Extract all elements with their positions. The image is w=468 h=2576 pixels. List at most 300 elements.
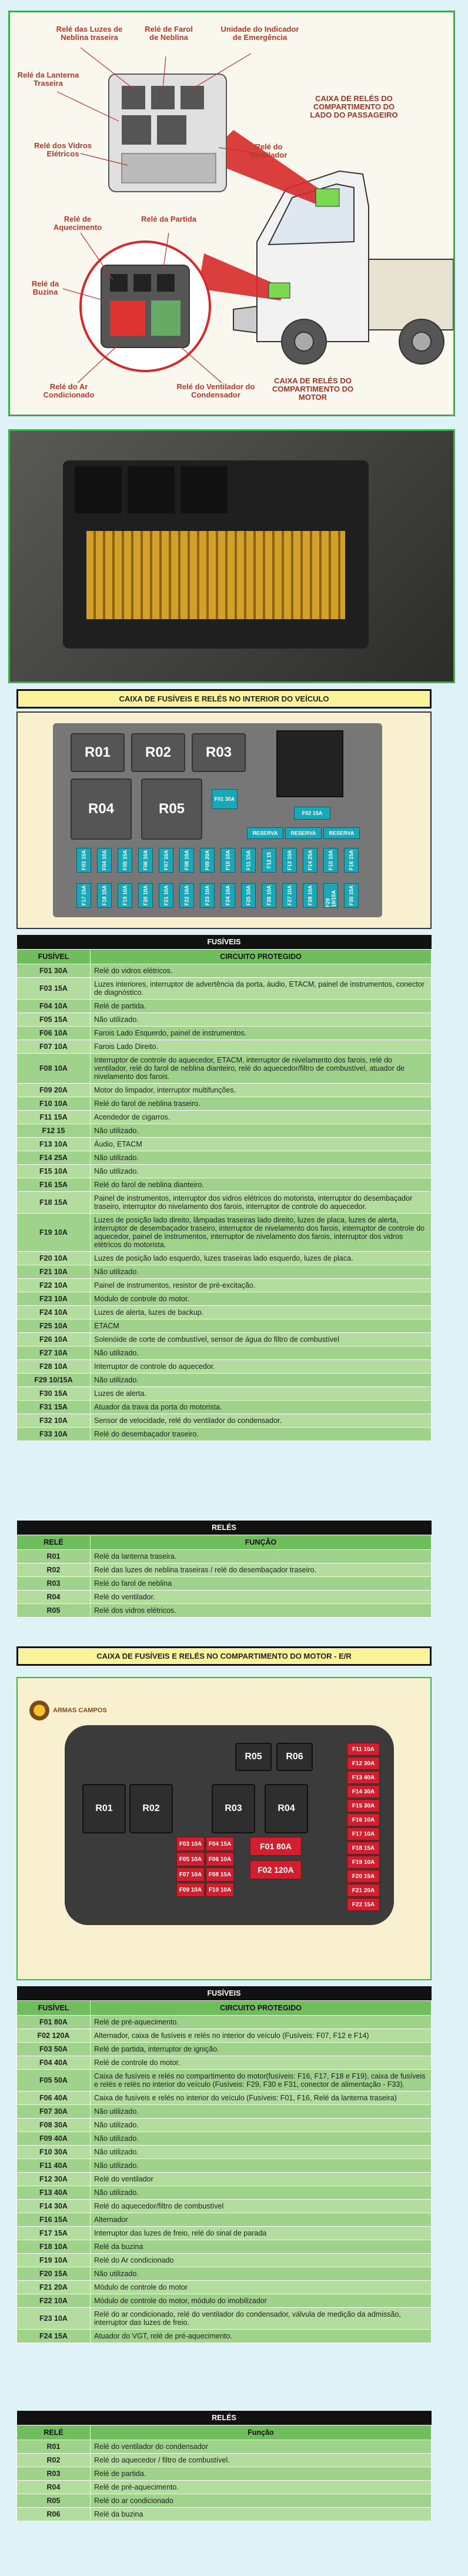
cabin-fuse-code: F20 10A bbox=[17, 1252, 91, 1265]
engine-fuse-code: F13 40A bbox=[17, 2186, 91, 2200]
cabin-mini-fuse: F16 15A bbox=[344, 848, 359, 873]
label-rele-lanterna: Relé da Lanterna Traseira bbox=[17, 71, 79, 88]
engine-fuse-code: F19 10A bbox=[17, 2254, 91, 2267]
cabin-fuse-code: F28 10A bbox=[17, 1360, 91, 1374]
engine-relay-description: Relé do ventilador do condensador bbox=[91, 2440, 432, 2454]
cabin-fuse-code: F30 15A bbox=[17, 1387, 91, 1401]
engine-fuse-row bbox=[17, 2159, 432, 2173]
cabin-relay-code: R05 bbox=[17, 1604, 91, 1618]
cabin-fuse-row bbox=[17, 1097, 432, 1111]
engine-relay-r03: R03 bbox=[212, 1784, 255, 1833]
cabin-mini-fuse: F10 10A bbox=[220, 848, 235, 873]
cabin-relay-description: Relé da lanterna traseira. bbox=[91, 1550, 432, 1563]
cabin-fuse-code: F12 15 bbox=[17, 1124, 91, 1138]
cabin-fuse-description: Não utilizado. bbox=[91, 1013, 432, 1027]
engine-relay-row bbox=[17, 2481, 432, 2494]
engine-fuse-code: F20 15A bbox=[17, 2267, 91, 2281]
engine-relay-code: R04 bbox=[17, 2481, 91, 2494]
cabin-mini-fuse: F04 10A bbox=[97, 848, 112, 873]
engine-fuse-description: Não utilizado. bbox=[91, 2105, 432, 2119]
cabin-fuse-description: Interruptor de controle do aquecedor, ETACM, interruptor de nivelamento dos farois, relé do ventilador, relé do farol de neblina dianteiro, relé do aquecedor/filtro de combustível, atuador de nivelamento dos farois. bbox=[91, 1054, 432, 1084]
cabin-mini-fuse: F26 10A bbox=[262, 883, 276, 908]
cabin-fuse-row bbox=[17, 1214, 432, 1252]
cabin-fuse-code: F16 15A bbox=[17, 1178, 91, 1192]
engine-fuse-row bbox=[17, 2016, 432, 2029]
cabin-fuse-description: Módulo de controle do motor. bbox=[91, 1292, 432, 1306]
cabin-fuse-code: F29 10/15A bbox=[17, 1374, 91, 1387]
cabin-mini-fuse: F08 10A bbox=[179, 848, 194, 873]
label-caixa-passageiro: CAIXA DE RELÉS DO COMPARTIMENTO DO LADO DO PASSAGEIRO bbox=[310, 94, 398, 119]
cabin-fuse-code: F24 10A bbox=[17, 1306, 91, 1319]
cabin-fuse-description: Áudio, ETACM bbox=[91, 1138, 432, 1151]
cabin-fuse-code: F07 10A bbox=[17, 1040, 91, 1054]
cabin-etacm-module bbox=[276, 730, 343, 797]
engine-fuse-description: Não utilizado. bbox=[91, 2186, 432, 2200]
engine-fuses-table bbox=[16, 1986, 432, 2343]
engine-left-fuse: F03 10A bbox=[176, 1837, 205, 1851]
cabin-mini-fuse: F03 15A bbox=[76, 848, 91, 873]
engine-right-fuse: F22 15A bbox=[347, 1898, 380, 1911]
cabin-fuse-row bbox=[17, 1178, 432, 1192]
engine-fuse-code: F21 20A bbox=[17, 2281, 91, 2294]
engine-fuse-row bbox=[17, 2070, 432, 2091]
engine-fuse-code: F24 15A bbox=[17, 2330, 91, 2343]
cabin-fuse-row bbox=[17, 1292, 432, 1306]
cabin-fuse-description: Relé do desembaçador traseiro. bbox=[91, 1428, 432, 1441]
cabin-fuse-code: F33 10A bbox=[17, 1428, 91, 1441]
engine-left-fuse: F05 10A bbox=[176, 1852, 205, 1866]
cabin-fuse-code: F01 30A bbox=[17, 964, 91, 978]
vehicle-diagram-panel bbox=[8, 11, 455, 416]
cabin-fuse-description: Não utilizado. bbox=[91, 1374, 432, 1387]
cabin-relays-heading: RELÉS bbox=[17, 1521, 432, 1535]
cabin-relays-table bbox=[16, 1521, 432, 1618]
cabin-fuse-row bbox=[17, 1265, 432, 1279]
cabin-fuse-description: Não utilizado. bbox=[91, 1265, 432, 1279]
label-caixa-motor: CAIXA DE RELÉS DO COMPARTIMENTO DO MOTOR bbox=[272, 376, 354, 402]
cabin-relay-code: R03 bbox=[17, 1577, 91, 1591]
fusebox-photo-panel bbox=[8, 429, 455, 683]
engine-fuse-row bbox=[17, 2119, 432, 2132]
cabin-fuse-row bbox=[17, 1347, 432, 1360]
cabin-fuse-row bbox=[17, 1319, 432, 1333]
cabin-fuse-description: Luzes interiores, interruptor de advertência da porta, áudio, ETACM, painel de instrumentos, conector de diagnóstico. bbox=[91, 978, 432, 1000]
cabin-fuses-table bbox=[16, 935, 432, 1441]
cabin-fuse-description: Acendedor de cigarros. bbox=[91, 1111, 432, 1124]
cabin-fuse-description: Luzes de posição lado esquerdo, luzes traseiras lado esquerdo, luzes de placa. bbox=[91, 1252, 432, 1265]
cabin-mini-fuse: F21 10A bbox=[159, 883, 173, 908]
cabin-fuse-row bbox=[17, 1333, 432, 1347]
engine-section-title: CAIXA DE FUSÍVEIS E RELÉS NO COMPARTIMENTO DO MOTOR - E/R bbox=[16, 1646, 432, 1666]
engine-fuse-description: Não utilizado. bbox=[91, 2159, 432, 2173]
engine-fuse-code: F09 40A bbox=[17, 2132, 91, 2146]
engine-left-fuse: F08 15A bbox=[206, 1867, 234, 1882]
cabin-fuse-row bbox=[17, 1054, 432, 1084]
cabin-fuse-row bbox=[17, 1387, 432, 1401]
cabin-fuse-description: Não utilizado. bbox=[91, 1151, 432, 1165]
engine-fuse-row bbox=[17, 2200, 432, 2213]
cabin-fuse-code: F15 10A bbox=[17, 1165, 91, 1178]
cabin-fuse-description: Luzes de alerta. bbox=[91, 1387, 432, 1401]
cabin-relay-description: Relé dos vidros elétricos. bbox=[91, 1604, 432, 1618]
engine-fuse-description: Relé de partida, interruptor de ignição. bbox=[91, 2043, 432, 2056]
cabin-mini-fuse: F15 10A bbox=[323, 848, 338, 873]
engine-relay-r06: R06 bbox=[276, 1743, 313, 1771]
cabin-col-circuito: CIRCUITO PROTEGIDO bbox=[91, 950, 432, 964]
engine-relay-description: Relé de partida. bbox=[91, 2467, 432, 2481]
engine-fuse-description: Relé do Ar condicionado bbox=[91, 2254, 432, 2267]
cabin-relay-code: R01 bbox=[17, 1550, 91, 1563]
cabin-fusebox-diagram bbox=[16, 711, 432, 929]
engine-fuse-description: Relé do aquecedor/filtro de combustível bbox=[91, 2200, 432, 2213]
engine-fuse-code: F08 30A bbox=[17, 2119, 91, 2132]
engine-fuse-code: F22 10A bbox=[17, 2294, 91, 2308]
cabin-mini-fuse: F25 10A bbox=[241, 883, 256, 908]
engine-fuse-description: Alternador, caixa de fusíveis e relés no interior do veículo (Fusíveis: F07, F12 e F14) bbox=[91, 2029, 432, 2043]
engine-fuse-description: Relé do ventilador bbox=[91, 2173, 432, 2186]
cabin-fuse-code: F04 10A bbox=[17, 1000, 91, 1013]
cabin-fuse-f01: F01 30A bbox=[212, 789, 238, 809]
cabin-fuse-row bbox=[17, 1040, 432, 1054]
cabin-fuse-description: Farois Lado Direito. bbox=[91, 1040, 432, 1054]
engine-fuse-description: Atuador do VGT, relé de pré-aquecimento. bbox=[91, 2330, 432, 2343]
engine-fuse-f01: F01 80A bbox=[250, 1837, 302, 1856]
engine-fuse-row bbox=[17, 2056, 432, 2070]
cabin-mini-fuse: F12 15 bbox=[262, 848, 276, 873]
engine-relay-description: Relé da buzina bbox=[91, 2508, 432, 2521]
cabin-fuse-code: F19 10A bbox=[17, 1214, 91, 1252]
label-rele-partida: Relé da Partida bbox=[141, 215, 196, 223]
engine-fuse-code: F23 10A bbox=[17, 2308, 91, 2330]
engine-right-fuse: F17 10A bbox=[347, 1827, 380, 1840]
cabin-reserva-3: RESERVA bbox=[323, 827, 360, 839]
label-rele-ar: Relé do Ar Condicionado bbox=[43, 382, 95, 399]
cabin-fuse-description: Interruptor de controle do aquecedor. bbox=[91, 1360, 432, 1374]
engine-fuse-description: Relé de controle do motor. bbox=[91, 2056, 432, 2070]
engine-right-fuse: F11 10A bbox=[347, 1743, 380, 1756]
cabin-fuse-row bbox=[17, 1360, 432, 1374]
cabin-fuse-row bbox=[17, 1111, 432, 1124]
cabin-fuse-code: F13 10A bbox=[17, 1138, 91, 1151]
cabin-fuse-row bbox=[17, 1306, 432, 1319]
engine-relay-row bbox=[17, 2508, 432, 2521]
cabin-fuse-row bbox=[17, 1084, 432, 1097]
engine-right-fuse: F15 30A bbox=[347, 1799, 380, 1812]
engine-relay-r05: R05 bbox=[235, 1743, 272, 1771]
cabin-mini-fuse: F28 10A bbox=[303, 883, 317, 908]
engine-relay-r02: R02 bbox=[129, 1784, 173, 1833]
cabin-fuse-description: Painel de instrumentos, interruptor dos vidros elétricos do motorista, interruptor do desembaçador traseiro, interruptor do nivelamento dos farois, interruptor de controle do aquecedor. bbox=[91, 1192, 432, 1214]
engine-relay-row bbox=[17, 2454, 432, 2467]
engine-logo bbox=[29, 1696, 123, 1725]
cabin-relay-r01: R01 bbox=[71, 733, 125, 772]
engine-fuse-row bbox=[17, 2281, 432, 2294]
engine-relay-description: Relé do ar condicionado bbox=[91, 2494, 432, 2508]
cabin-relay-r05: R05 bbox=[141, 779, 202, 840]
engine-fuse-code: F05 50A bbox=[17, 2070, 91, 2091]
engine-fuse-description: Não utilizado. bbox=[91, 2267, 432, 2281]
engine-fusebox-panel bbox=[16, 1677, 432, 1980]
cabin-reserva-1: RESERVA bbox=[247, 827, 283, 839]
engine-fuse-description: Módulo de controle do motor, módulo do imobilizador bbox=[91, 2294, 432, 2308]
cabin-fuse-code: F03 15A bbox=[17, 978, 91, 1000]
cabin-relay-row bbox=[17, 1550, 432, 1563]
cabin-relay-row bbox=[17, 1563, 432, 1577]
label-rele-buzina: Relé da Buzina bbox=[31, 279, 59, 296]
label-rele-aquecimento: Relé de Aquecimento bbox=[53, 215, 102, 232]
cabin-mini-fuse: F23 10A bbox=[200, 883, 215, 908]
cabin-fuse-code: F26 10A bbox=[17, 1333, 91, 1347]
passenger-fusebox-drawing bbox=[109, 74, 226, 192]
engine-relays-table bbox=[16, 2411, 432, 2521]
cabin-fuse-row bbox=[17, 1414, 432, 1428]
cabin-fuse-code: F27 10A bbox=[17, 1347, 91, 1360]
engine-relay-row bbox=[17, 2467, 432, 2481]
cabin-fuse-description: Não utilizado. bbox=[91, 1165, 432, 1178]
engine-fuse-row bbox=[17, 2091, 432, 2105]
cabin-mini-fuse: F20 10A bbox=[138, 883, 153, 908]
cabin-fuse-row bbox=[17, 978, 432, 1000]
cabin-fuse-row bbox=[17, 1279, 432, 1292]
cabin-mini-fuse: F18 15A bbox=[97, 883, 112, 908]
cabin-fuse-code: F32 10A bbox=[17, 1414, 91, 1428]
engine-fuse-code: F17 15A bbox=[17, 2227, 91, 2240]
cabin-fuse-description: Relé de partida. bbox=[91, 1000, 432, 1013]
cabin-relay-description: Relé do ventilador. bbox=[91, 1591, 432, 1604]
engine-fuse-description: Relé de pré-aquecimento. bbox=[91, 2016, 432, 2029]
engine-fuse-code: F16 15A bbox=[17, 2213, 91, 2227]
engine-left-fuse: F10 10A bbox=[206, 1883, 234, 1897]
cabin-fuse-f02: F02 15A bbox=[294, 807, 330, 820]
cabin-fuse-description: Sensor de velocidade, relé do ventilador do condensador. bbox=[91, 1414, 432, 1428]
engine-fuse-code: F12 30A bbox=[17, 2173, 91, 2186]
cabin-fuse-row bbox=[17, 1428, 432, 1441]
engine-left-fuse: F09 10A bbox=[176, 1883, 205, 1897]
cabin-fuse-row bbox=[17, 1027, 432, 1040]
engine-left-fuse: F07 10A bbox=[176, 1867, 205, 1882]
cabin-mini-fuse: F06 10A bbox=[138, 848, 153, 873]
cabin-fuse-row bbox=[17, 1252, 432, 1265]
engine-fuse-description: Não utilizado. bbox=[91, 2119, 432, 2132]
cabin-fuse-code: F11 15A bbox=[17, 1111, 91, 1124]
cabin-fuse-row bbox=[17, 1013, 432, 1027]
cabin-fuse-description: Atuador da trava da porta do motorista. bbox=[91, 1401, 432, 1414]
engine-col-circuito: CIRCUITO PROTEGIDO bbox=[91, 2001, 432, 2016]
engine-fuse-description: Não utilizado. bbox=[91, 2132, 432, 2146]
engine-relay-r01: R01 bbox=[82, 1784, 126, 1833]
cabin-relay-description: Relé do farol de neblina bbox=[91, 1577, 432, 1591]
cabin-fuse-code: F06 10A bbox=[17, 1027, 91, 1040]
cabin-fuse-row bbox=[17, 1124, 432, 1138]
cabin-mini-fuse: F07 10A bbox=[159, 848, 173, 873]
engine-relay-r04: R04 bbox=[265, 1784, 308, 1833]
engine-fuses-heading: FUSÍVEIS bbox=[17, 1986, 432, 2001]
cabin-fuse-description: Não utilizado. bbox=[91, 1124, 432, 1138]
cabin-fuse-code: F14 25A bbox=[17, 1151, 91, 1165]
engine-fuse-code: F04 40A bbox=[17, 2056, 91, 2070]
cabin-fuse-row bbox=[17, 1192, 432, 1214]
engine-left-fuse: F04 15A bbox=[206, 1837, 234, 1851]
cabin-relay-row bbox=[17, 1577, 432, 1591]
engine-relay-code: R01 bbox=[17, 2440, 91, 2454]
cabin-reserva-2: RESERVA bbox=[285, 827, 322, 839]
cabin-fuses-heading: FUSÍVEIS bbox=[17, 935, 432, 950]
cabin-fuse-row bbox=[17, 1374, 432, 1387]
engine-fuse-row bbox=[17, 2146, 432, 2159]
label-rele-luzes-neblina: Relé das Luzes de Neblina traseira bbox=[56, 25, 123, 42]
engine-relays-heading: RELÉS bbox=[17, 2411, 432, 2425]
engine-relay-description: Relé do aquecedor / filtro de combustível. bbox=[91, 2454, 432, 2467]
cabin-fuse-code: F05 15A bbox=[17, 1013, 91, 1027]
engine-fuse-code: F03 50A bbox=[17, 2043, 91, 2056]
cabin-fuse-row bbox=[17, 1000, 432, 1013]
cabin-mini-fuse: F24 10A bbox=[220, 883, 235, 908]
engine-fuse-description: Alternador bbox=[91, 2213, 432, 2227]
engine-fuse-description: Relé da buzina bbox=[91, 2240, 432, 2254]
cabin-mini-fuse: F29 10/15A bbox=[323, 883, 338, 908]
label-rele-ventilador-condensador: Relé do Ventilador do Condensador bbox=[176, 382, 255, 399]
cabin-relay-r02: R02 bbox=[131, 733, 185, 772]
engine-fuse-code: F01 80A bbox=[17, 2016, 91, 2029]
engine-relay-row bbox=[17, 2494, 432, 2508]
engine-right-fuse: F21 20A bbox=[347, 1884, 380, 1897]
label-rele-farol-neblina: Relé de Farol de Neblina bbox=[145, 25, 193, 42]
cabin-relay-row bbox=[17, 1604, 432, 1618]
engine-fuse-description: Caixa de fusíveis e relés no interior do veículo (Fusíveis: F01, F16, Relé da lanterna traseira) bbox=[91, 2091, 432, 2105]
engine-relay-row bbox=[17, 2440, 432, 2454]
cabin-fuse-description: Luzes de posição lado direito, lâmpadas traseiras lado direito, luzes de placa, luzes de alerta, interruptor de desembaçador traseiro, interruptor de nivelamento dos farois, interruptor de controle do aquecedor, painel de instrumentos, interruptor de nivelamento dos farois, interruptor dos vidros elétricos do motorista. bbox=[91, 1214, 432, 1252]
cabin-mini-fuse: F14 25A bbox=[303, 848, 317, 873]
engine-fuse-code: F11 40A bbox=[17, 2159, 91, 2173]
engine-fuse-code: F10 30A bbox=[17, 2146, 91, 2159]
engine-fuse-row bbox=[17, 2213, 432, 2227]
engine-right-fuse: F16 10A bbox=[347, 1813, 380, 1826]
engine-right-fuse: F12 30A bbox=[347, 1757, 380, 1770]
cabin-col-fusivel: FUSÍVEL bbox=[17, 950, 91, 964]
engine-right-fuse: F14 30A bbox=[347, 1785, 380, 1798]
cabin-fuse-row bbox=[17, 1151, 432, 1165]
cabin-fuse-code: F09 20A bbox=[17, 1084, 91, 1097]
engine-fuse-row bbox=[17, 2294, 432, 2308]
cabin-fuse-description: Relé do farol de neblina dianteiro. bbox=[91, 1178, 432, 1192]
cabin-relay-code: R04 bbox=[17, 1591, 91, 1604]
engine-fuse-row bbox=[17, 2043, 432, 2056]
engine-relay-code: R02 bbox=[17, 2454, 91, 2467]
engine-col-funcao: Função bbox=[91, 2425, 432, 2440]
cabin-section-title: CAIXA DE FUSÍVEIS E RELÉS NO INTERIOR DO VEÍCULO bbox=[16, 689, 432, 709]
cabin-mini-fuse: F17 15A bbox=[76, 883, 91, 908]
cabin-fuse-description: Motor do limpador, interruptor multifunções. bbox=[91, 1084, 432, 1097]
cabin-relay-r03: R03 bbox=[192, 733, 246, 772]
cabin-fuse-description: ETACM bbox=[91, 1319, 432, 1333]
engine-fuse-description: Relé do ar condicionado, relé do ventilador do condensador, válvula de medição da admissão, interruptor das luzes de freio. bbox=[91, 2308, 432, 2330]
cabin-fuse-description: Relé do farol de neblina traseiro. bbox=[91, 1097, 432, 1111]
cabin-fuse-code: F08 10A bbox=[17, 1054, 91, 1084]
engine-fuse-code: F14 30A bbox=[17, 2200, 91, 2213]
engine-fuse-row bbox=[17, 2105, 432, 2119]
engine-relay-code: R05 bbox=[17, 2494, 91, 2508]
engine-right-fuse: F13 40A bbox=[347, 1771, 380, 1784]
cabin-fuse-code: F25 10A bbox=[17, 1319, 91, 1333]
cabin-fuse-description: Não utilizado. bbox=[91, 1347, 432, 1360]
engine-right-fuse: F19 10A bbox=[347, 1856, 380, 1869]
cabin-fuse-code: F31 15A bbox=[17, 1401, 91, 1414]
engine-fuse-row bbox=[17, 2227, 432, 2240]
engine-fuse-row bbox=[17, 2308, 432, 2330]
engine-fuse-code: F06 40A bbox=[17, 2091, 91, 2105]
engine-relay-code: R03 bbox=[17, 2467, 91, 2481]
cabin-fuse-row bbox=[17, 1138, 432, 1151]
engine-fuse-row bbox=[17, 2186, 432, 2200]
cabin-relay-r04: R04 bbox=[71, 779, 132, 840]
cabin-fuse-description: Solenóide de corte de combustível, sensor de água do filtro de combustível bbox=[91, 1333, 432, 1347]
label-rele-vidros: Relé dos Vidros Elétricos bbox=[34, 141, 92, 158]
cabin-mini-fuse: F05 15A bbox=[118, 848, 132, 873]
cabin-mini-fuse: F27 10A bbox=[282, 883, 297, 908]
cabin-mini-fuse: F19 10A bbox=[118, 883, 132, 908]
cabin-fuse-description: Luzes de alerta, luzes de backup. bbox=[91, 1306, 432, 1319]
cabin-relay-row bbox=[17, 1591, 432, 1604]
engine-fuse-row bbox=[17, 2240, 432, 2254]
label-rele-ventilador: Relé do Ventilador bbox=[250, 142, 288, 159]
cabin-fuse-row bbox=[17, 1165, 432, 1178]
engine-fuse-row bbox=[17, 2267, 432, 2281]
logo-mark-icon bbox=[29, 1700, 49, 1720]
engine-fuse-description: Interruptor das luzes de freio, relé do sinal de parada bbox=[91, 2227, 432, 2240]
logo-text: ARMAS CAMPOS bbox=[53, 1707, 107, 1714]
cabin-fuse-description: Relé do vidros elétricos. bbox=[91, 964, 432, 978]
cabin-fuse-code: F21 10A bbox=[17, 1265, 91, 1279]
cabin-col-rele: RELÉ bbox=[17, 1535, 91, 1550]
cabin-fuse-code: F18 15A bbox=[17, 1192, 91, 1214]
cabin-fuse-code: F22 10A bbox=[17, 1279, 91, 1292]
engine-left-fuse: F06 10A bbox=[206, 1852, 234, 1866]
cabin-mini-fuse: F13 10A bbox=[282, 848, 297, 873]
engine-fuse-code: F18 10A bbox=[17, 2240, 91, 2254]
label-unidade-indicador: Unidade do Indicador de Emergência bbox=[220, 25, 299, 42]
cabin-fuse-description: Painel de instrumentos, resistor de pré-excitação. bbox=[91, 1279, 432, 1292]
engine-fuse-description: Módulo de controle do motor bbox=[91, 2281, 432, 2294]
engine-right-fuse: F18 15A bbox=[347, 1842, 380, 1855]
engine-fuse-row bbox=[17, 2254, 432, 2267]
cabin-mini-fuse: F11 15A bbox=[241, 848, 256, 873]
cabin-fuse-code: F10 10A bbox=[17, 1097, 91, 1111]
engine-right-fuse: F20 15A bbox=[347, 1870, 380, 1883]
engine-fuse-row bbox=[17, 2173, 432, 2186]
engine-relay-code: R06 bbox=[17, 2508, 91, 2521]
engine-fuse-row bbox=[17, 2132, 432, 2146]
engine-fuse-description: Não utilizado. bbox=[91, 2146, 432, 2159]
cabin-col-funcao: FUNÇÃO bbox=[91, 1535, 432, 1550]
engine-fuse-code: F07 30A bbox=[17, 2105, 91, 2119]
cabin-fuse-row bbox=[17, 1401, 432, 1414]
cabin-relay-code: R02 bbox=[17, 1563, 91, 1577]
truck-illustration bbox=[233, 171, 453, 364]
engine-col-rele: RELÉ bbox=[17, 2425, 91, 2440]
engine-col-fusivel: FUSÍVEL bbox=[17, 2001, 91, 2016]
cabin-relay-description: Relé das luzes de neblina traseiras / relé do desembaçador traseiro. bbox=[91, 1563, 432, 1577]
cabin-mini-fuse: F22 10A bbox=[179, 883, 194, 908]
cabin-fuse-code: F23 10A bbox=[17, 1292, 91, 1306]
engine-fuse-f02: F02 120A bbox=[250, 1860, 302, 1879]
engine-fuse-code: F02 120A bbox=[17, 2029, 91, 2043]
engine-fuse-row bbox=[17, 2029, 432, 2043]
engine-fuse-row bbox=[17, 2330, 432, 2343]
cabin-fuse-row bbox=[17, 964, 432, 978]
engine-fuse-description: Caixa de fusíveis e relés no compartimento do motor(fusíveis: F16, F17, F18 e F19), caixa de fusíveis e relés e relés no interior do veículo (Fusíveis: F29, F30 e F31, conector de alimentação - F33). bbox=[91, 2070, 432, 2091]
cabin-mini-fuse: F30 15A bbox=[344, 883, 359, 908]
cabin-fuse-description: Farois Lado Esquerdo, painel de instrumentos. bbox=[91, 1027, 432, 1040]
